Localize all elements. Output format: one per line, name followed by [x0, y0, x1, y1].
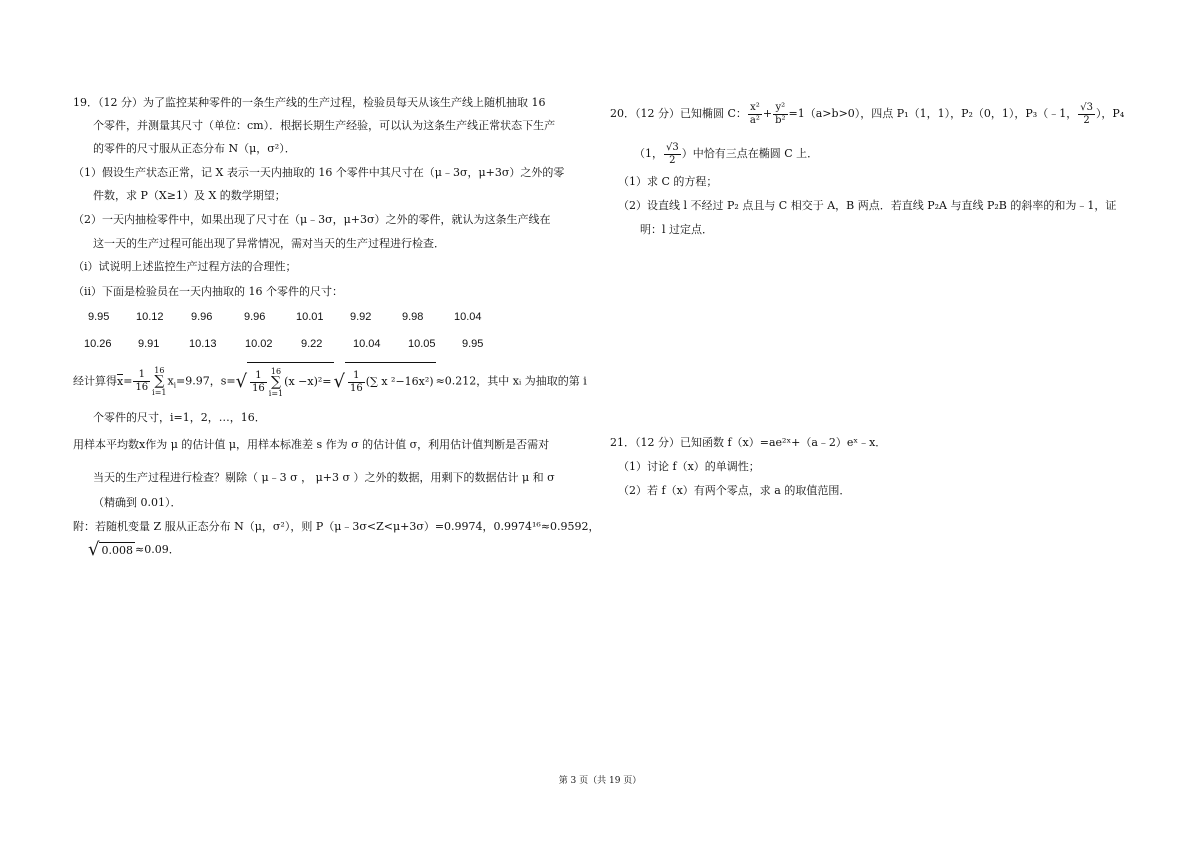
a2: a² — [749, 114, 760, 126]
x-bar: x — [117, 374, 124, 388]
data-cell: 9.95 — [88, 311, 110, 323]
x2-over-a2 — [748, 102, 762, 127]
q20-part1: （1）求 C 的方程； — [618, 175, 718, 188]
q20-title-prefix: 20．（12 分）已知椭圆 C： — [610, 107, 747, 120]
q19-title-line2: 个零件，并测量其尺寸（单位：cm）．根据长期生产经验，可以认为这条生产线正常状态下生产 — [93, 119, 556, 132]
q20-title-mid: =1（a>b>0），四点 P₁（1，1），P₂（0，1），P₃（﹣1， — [788, 107, 1078, 120]
q19-estimate-line3: （精确到 0.01）． — [93, 496, 182, 509]
q21-part1: （1）讨论 f（x）的单调性； — [618, 460, 760, 473]
data-cell: 10.01 — [296, 311, 324, 323]
mean-value: =9.97，s= — [176, 374, 236, 388]
equals: = — [123, 374, 133, 388]
data-cell: 9.96 — [191, 311, 213, 323]
sqrt2-body: (∑ x ²−16x²) — [365, 375, 434, 388]
data-cell: 10.26 — [84, 338, 112, 350]
q19-appendix-line2 — [88, 541, 180, 559]
data-cell: 10.13 — [189, 338, 217, 350]
sqrt3: √3 — [1080, 101, 1093, 113]
calc-prefix: 经计算得 — [73, 374, 117, 388]
data-cell: 9.98 — [402, 311, 424, 323]
q19-calc-line2: 个零件的尺寸，i=1，2，…，16． — [93, 411, 266, 424]
q19-sub-i: （ⅰ）试说明上述监控生产过程方法的合理性； — [73, 260, 297, 273]
q19-title-line3: 的零件的尺寸服从正态分布 N（μ，σ²）． — [93, 142, 296, 155]
q20-part2-line1: （2）设直线 l 不经过 P₂ 点且与 C 相交于 A，B 两点．若直线 P₂A 与直线 P₂B 的斜率的和为﹣1，证 — [618, 199, 1117, 212]
q19-appendix-line1: 附：若随机变量 Z 服从正态分布 N（μ，σ²），则 P（μ﹣3σ<Z<μ+3σ）=0.9974，0.9974¹⁶≈0.9592， — [73, 520, 600, 533]
plus-sign: + — [762, 107, 773, 120]
q19-part1-line2: 件数，求 P（X≥1）及 X 的数学期望； — [93, 189, 286, 202]
data-cell: 10.04 — [353, 338, 381, 350]
q19-estimate-line1: 用样本平均数x作为 μ 的估计值 μ，用样本标准差 s 作为 σ 的估计值 σ，利用估计值判断是否需对 — [73, 438, 550, 451]
sqrt-icon: √ — [235, 370, 248, 392]
data-cell: 9.96 — [244, 311, 266, 323]
data-cell: 9.92 — [350, 311, 372, 323]
two: 2 — [669, 154, 676, 166]
q19-calc-formula: 经计算得x= $\frac{1}{16}$ 16 ∑ $i=1x_i=9.97$，s=√ $\frac{1}{16}$ 16 ∑ i=1(x −x)²= √ $\frac{1}{16}$ (∑ x ²−16x²) ≈0.212，其中 xᵢ 为抽取的第 i — [73, 362, 587, 400]
b2: b² — [775, 114, 786, 126]
frac-num: 1 — [133, 369, 150, 382]
q20-line2-prefix: （1， — [634, 147, 663, 160]
appendix-tail: ≈0.09． — [134, 543, 180, 556]
q19-part2-line1: （2）一天内抽检零件中，如果出现了尺寸在（μ﹣3σ，μ+3σ）之外的零件，就认为这条生产线在 — [73, 213, 551, 226]
q19-title-line1: 19．（12 分）为了监控某种零件的一条生产线的生产过程，检验员每天从该生产线上随机抽取 16 — [73, 96, 546, 109]
data-cell: 10.05 — [408, 338, 436, 350]
x-i: x — [167, 374, 174, 388]
q19-data-row-2 — [84, 336, 512, 352]
q19-sub-ii: （ⅱ）下面是检验员在一天内抽取的 16 个零件的尺寸： — [73, 285, 344, 298]
q21-part2: （2）若 f（x）有两个零点，求 a 的取值范围． — [618, 484, 851, 497]
data-cell: 9.95 — [462, 338, 484, 350]
frac-den: 16 — [135, 382, 149, 393]
sqrt3: √3 — [666, 141, 679, 153]
q20-title-tail: ），P₄ — [1095, 107, 1125, 120]
sqrt-icon: √ — [333, 370, 345, 392]
fraction-1-16 — [133, 369, 150, 394]
sqrt3-over-2 — [664, 142, 681, 167]
data-cell: 9.91 — [138, 338, 160, 350]
sqrt-icon: √ — [88, 539, 100, 560]
data-cell: 10.02 — [245, 338, 273, 350]
q19-estimate-line2: 当天的生产过程进行检查？剔除（ μ﹣3 σ ， μ+3 σ ）之外的数据，用剩下的数据估计 μ 和 σ — [93, 471, 555, 484]
sum-bottom: i=1 — [152, 388, 167, 397]
calc-result: ≈0.212，其中 xᵢ 为抽取的第 i — [435, 374, 587, 388]
sqrt3-over-2 — [1078, 102, 1095, 127]
q19-part1-line1: （1）假设生产状态正常，记 X 表示一天内抽取的 16 个零件中其尺寸在（μ﹣3σ，μ+3σ）之外的零 — [73, 166, 565, 179]
y2: y² — [773, 102, 787, 115]
data-cell: 9.22 — [301, 338, 323, 350]
data-cell: 10.04 — [454, 311, 482, 323]
q19-data-row-1 — [88, 309, 504, 325]
q20-part2-line2: 明：l 过定点． — [640, 223, 714, 236]
q21-title: 21．（12 分）已知函数 f（x）=ae²ˣ+（a﹣2）eˣ﹣x． — [610, 436, 887, 449]
sum-top: 16 — [154, 366, 165, 375]
x2: x² — [748, 102, 762, 115]
data-cell: 10.12 — [136, 311, 164, 323]
q20-title-line2 — [634, 140, 818, 168]
sqrt-0-008: 0.008 — [101, 543, 133, 557]
summation-symbol: 16 ∑ i=1 — [152, 366, 167, 397]
sqrt1-body: (x −x)²= — [284, 375, 332, 388]
two: 2 — [1083, 114, 1090, 126]
sqrt-expression-2: $\frac{1}{16}$ (∑ x ²−16x²) — [345, 362, 436, 401]
page-footer: 第 3 页（共 19 页） — [558, 776, 642, 786]
q20-title-line1 — [610, 100, 1124, 128]
q19-part2-line2: 这一天的生产过程可能出现了异常情况，需对当天的生产过程进行检查． — [93, 237, 445, 250]
q20-line2-tail: ）中恰有三点在椭圆 C 上． — [681, 147, 819, 160]
sqrt-expression-1: $\frac{1}{16}$ 16 ∑ i=1(x −x)²= — [247, 362, 333, 401]
y2-over-b2 — [773, 102, 787, 127]
